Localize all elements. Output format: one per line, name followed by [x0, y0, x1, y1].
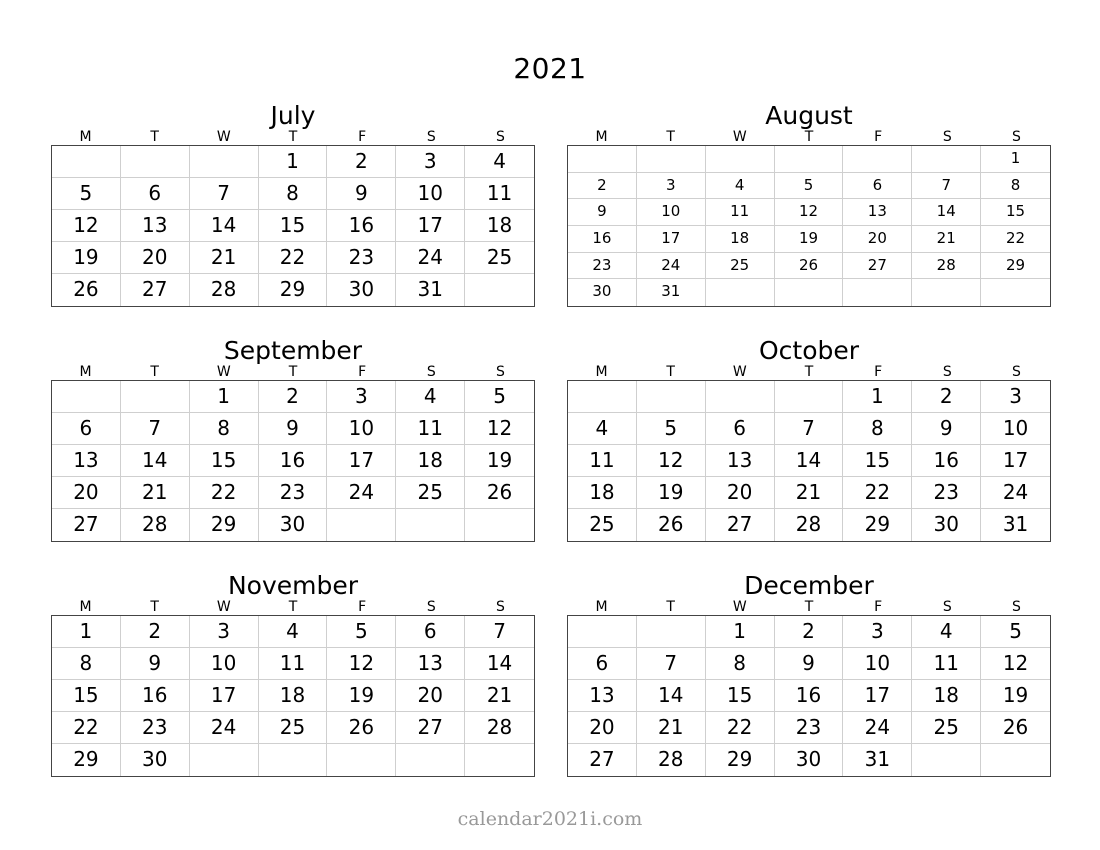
day-cell: 26 [465, 477, 534, 509]
month-name: December [744, 571, 874, 600]
weekday-label: S [1011, 599, 1021, 615]
empty-cell [52, 381, 121, 413]
day-cell: 23 [259, 477, 328, 509]
day-cell: 17 [327, 445, 396, 477]
day-cell: 24 [327, 477, 396, 509]
day-cell: 3 [190, 616, 259, 648]
month-name: September [223, 336, 363, 365]
day-cell: 29 [190, 509, 259, 541]
day-cell: 21 [121, 477, 190, 509]
day-cell: 30 [259, 509, 328, 541]
weekday-header [567, 600, 1051, 615]
day-cell: 1 [259, 146, 328, 178]
day-cell: 31 [1002, 512, 1029, 536]
month-august [567, 101, 1051, 307]
empty-cell [396, 509, 465, 541]
weekday-label: T [666, 364, 675, 380]
day-cell: 17 [981, 445, 1050, 477]
empty-cell [568, 146, 637, 173]
day-cell: 11 [568, 445, 637, 477]
day-cell: 6 [52, 413, 121, 445]
day-cell: 16 [327, 210, 396, 242]
empty-cell [706, 146, 775, 173]
day-cell: 22 [190, 477, 259, 509]
empty-cell [121, 381, 190, 413]
day-cell: 12 [775, 199, 844, 226]
empty-cell [396, 744, 465, 776]
day-cell: 2 [327, 146, 396, 178]
day-cell: 24 [396, 242, 465, 274]
day-cell: 24 [190, 712, 259, 744]
day-cell: 29 [981, 253, 1050, 280]
day-cell: 9 [775, 648, 844, 680]
day-cell: 22 [843, 477, 912, 509]
day-cell: 6 [843, 173, 912, 200]
month-october [567, 336, 1051, 542]
empty-cell [706, 381, 775, 413]
empty-cell [775, 381, 844, 413]
day-cell: 21 [912, 226, 981, 253]
day-cell: 24 [981, 477, 1050, 509]
day-cell: 25 [706, 253, 775, 280]
day-cell: 7 [121, 413, 190, 445]
day-cell: 19 [52, 242, 121, 274]
day-cell: 20 [568, 712, 637, 744]
weekday-label: F [874, 599, 883, 615]
day-cell: 20 [706, 477, 775, 509]
day-cell: 24 [637, 253, 706, 280]
day-grid [567, 615, 1051, 777]
empty-cell [843, 279, 912, 306]
day-cell: 28 [637, 744, 706, 776]
weekday-label: T [804, 364, 814, 380]
day-cell: 23 [775, 712, 844, 744]
day-cell: 13 [396, 648, 465, 680]
day-cell: 15 [259, 210, 328, 242]
day-cell: 13 [706, 445, 775, 477]
weekday-label: T [150, 129, 159, 145]
day-cell: 15 [190, 445, 259, 477]
day-grid [51, 615, 535, 777]
day-cell: 26 [775, 253, 844, 280]
weekday-label: T [150, 364, 159, 380]
day-cell: 11 [706, 199, 775, 226]
weekday-label: M [79, 364, 92, 380]
month-name: October [758, 336, 860, 365]
day-cell: 17 [637, 226, 706, 253]
weekday-label: S [426, 129, 436, 145]
day-cell: 10 [396, 178, 465, 210]
day-cell: 16 [568, 226, 637, 253]
day-cell: 19 [775, 226, 844, 253]
day-cell: 6 [706, 413, 775, 445]
day-cell: 1 [706, 616, 775, 648]
day-cell: 23 [568, 253, 637, 280]
day-cell: 18 [465, 210, 534, 242]
weekday-label: S [1011, 364, 1021, 380]
day-cell: 3 [327, 381, 396, 413]
day-cell: 9 [259, 413, 328, 445]
day-cell: 2 [775, 616, 844, 648]
weekday-label: M [595, 129, 608, 145]
weekday-label: S [495, 129, 505, 145]
day-cell: 6 [121, 178, 190, 210]
day-cell: 11 [912, 648, 981, 680]
weekday-label: S [426, 364, 436, 380]
day-cell: 14 [465, 648, 534, 680]
weekday-label: W [216, 599, 231, 615]
day-cell: 5 [981, 616, 1050, 648]
weekday-header [51, 130, 535, 145]
day-cell: 27 [52, 509, 121, 541]
weekday-label: S [426, 599, 436, 615]
weekday-label: W [732, 364, 747, 380]
day-cell: 2 [259, 381, 328, 413]
day-cell: 12 [327, 648, 396, 680]
day-cell: 26 [327, 712, 396, 744]
weekday-label: T [666, 129, 675, 145]
day-cell: 8 [52, 648, 121, 680]
day-cell: 2 [912, 381, 981, 413]
day-cell: 26 [637, 509, 706, 541]
day-cell: 13 [121, 210, 190, 242]
day-cell: 7 [775, 413, 844, 445]
weekday-label: F [358, 599, 367, 615]
day-cell: 19 [981, 680, 1050, 712]
weekday-label: W [732, 599, 747, 615]
weekday-label: M [79, 129, 92, 145]
day-cell: 27 [121, 274, 190, 306]
day-cell: 23 [912, 477, 981, 509]
weekday-label: M [595, 364, 608, 380]
day-cell: 8 [981, 173, 1050, 200]
day-cell: 30 [327, 274, 396, 306]
day-cell: 29 [259, 274, 328, 306]
weekday-label: S [1011, 129, 1021, 145]
month-september [51, 336, 535, 542]
month-name: November [227, 571, 359, 600]
day-cell: 9 [121, 648, 190, 680]
day-cell: 23 [327, 242, 396, 274]
day-cell: 4 [706, 173, 775, 200]
month-december [567, 571, 1051, 777]
day-cell: 9 [327, 178, 396, 210]
day-cell: 19 [465, 445, 534, 477]
day-cell: 3 [637, 173, 706, 200]
weekday-label: S [942, 129, 952, 145]
day-cell: 14 [912, 199, 981, 226]
weekday-header [567, 130, 1051, 145]
day-cell: 5 [327, 616, 396, 648]
empty-cell [568, 381, 637, 413]
day-cell: 10 [190, 648, 259, 680]
weekday-label: W [732, 129, 747, 145]
day-cell: 20 [52, 477, 121, 509]
empty-cell [190, 744, 259, 776]
day-cell: 5 [637, 413, 706, 445]
day-cell: 30 [912, 509, 981, 541]
empty-cell [190, 146, 259, 178]
day-cell: 14 [775, 445, 844, 477]
day-cell: 28 [121, 509, 190, 541]
day-cell: 6 [568, 648, 637, 680]
day-cell: 25 [259, 712, 328, 744]
empty-cell [637, 146, 706, 173]
day-cell: 18 [706, 226, 775, 253]
day-cell: 19 [327, 680, 396, 712]
day-cell: 29 [52, 744, 121, 776]
day-grid [51, 380, 535, 542]
day-cell: 2 [568, 173, 637, 200]
day-cell: 14 [637, 680, 706, 712]
weekday-header [51, 365, 535, 380]
day-cell: 27 [706, 509, 775, 541]
day-cell: 3 [396, 146, 465, 178]
day-cell: 21 [465, 680, 534, 712]
day-cell: 15 [706, 680, 775, 712]
weekday-header [51, 600, 535, 615]
day-cell: 3 [981, 381, 1050, 413]
day-cell: 16 [259, 445, 328, 477]
day-cell: 27 [396, 712, 465, 744]
day-cell: 5 [465, 381, 534, 413]
day-cell: 17 [190, 680, 259, 712]
day-cell: 13 [568, 680, 637, 712]
day-cell: 9 [568, 199, 637, 226]
footer-website: calendar2021i.com [457, 808, 643, 830]
day-cell: 26 [981, 712, 1050, 744]
day-cell: 21 [775, 477, 844, 509]
weekday-label: T [666, 599, 675, 615]
day-cell: 17 [843, 680, 912, 712]
day-cell: 15 [981, 199, 1050, 226]
day-cell: 28 [190, 274, 259, 306]
day-cell: 22 [706, 712, 775, 744]
day-grid [567, 380, 1051, 542]
empty-cell [465, 744, 534, 776]
day-cell: 13 [843, 199, 912, 226]
day-cell: 12 [52, 210, 121, 242]
day-cell: 16 [912, 445, 981, 477]
empty-cell [259, 744, 328, 776]
day-cell: 19 [637, 477, 706, 509]
weekday-label: T [288, 364, 298, 380]
empty-cell [775, 279, 844, 306]
day-cell: 16 [121, 680, 190, 712]
weekday-label: S [495, 599, 505, 615]
day-grid [51, 145, 535, 307]
weekday-label: S [495, 364, 505, 380]
day-cell: 9 [912, 413, 981, 445]
day-cell: 8 [706, 648, 775, 680]
day-cell: 15 [52, 680, 121, 712]
day-cell: 18 [396, 445, 465, 477]
day-cell: 29 [706, 744, 775, 776]
day-cell: 17 [396, 210, 465, 242]
day-cell: 10 [843, 648, 912, 680]
empty-cell [981, 744, 1050, 776]
day-cell: 25 [465, 242, 534, 274]
weekday-label: M [595, 599, 608, 615]
empty-cell [568, 616, 637, 648]
day-cell: 4 [465, 146, 534, 178]
day-cell: 10 [327, 413, 396, 445]
day-cell: 11 [396, 413, 465, 445]
empty-cell [843, 146, 912, 173]
weekday-label: F [874, 364, 883, 380]
empty-cell [121, 146, 190, 178]
day-cell: 16 [775, 680, 844, 712]
day-cell: 22 [52, 712, 121, 744]
weekday-label: F [358, 129, 367, 145]
day-cell: 30 [121, 744, 190, 776]
day-cell: 1 [190, 381, 259, 413]
weekday-label: W [216, 364, 231, 380]
day-cell: 8 [259, 178, 328, 210]
day-grid [567, 145, 1051, 307]
empty-cell [775, 146, 844, 173]
empty-cell [706, 279, 775, 306]
empty-cell [465, 509, 534, 541]
day-cell: 31 [637, 279, 706, 306]
day-cell: 31 [843, 744, 912, 776]
day-cell: 12 [465, 413, 534, 445]
day-cell: 2 [121, 616, 190, 648]
day-cell: 10 [637, 199, 706, 226]
day-cell: 25 [568, 509, 637, 541]
day-cell: 7 [465, 616, 534, 648]
month-november [51, 571, 535, 777]
day-cell: 22 [259, 242, 328, 274]
day-cell: 7 [637, 648, 706, 680]
day-cell: 30 [568, 279, 637, 306]
day-cell: 7 [912, 173, 981, 200]
day-cell: 5 [775, 173, 844, 200]
day-cell: 6 [396, 616, 465, 648]
weekday-label: F [874, 129, 883, 145]
weekday-label: T [804, 129, 814, 145]
day-cell: 30 [775, 744, 844, 776]
day-cell: 22 [981, 226, 1050, 253]
day-cell: 4 [396, 381, 465, 413]
day-cell: 27 [843, 253, 912, 280]
day-cell: 10 [981, 413, 1050, 445]
calendar-year-title: 2021 [513, 52, 587, 85]
month-name: August [765, 101, 853, 130]
day-cell: 4 [259, 616, 328, 648]
day-cell: 11 [465, 178, 534, 210]
day-cell: 20 [396, 680, 465, 712]
weekday-label: W [216, 129, 231, 145]
empty-cell [465, 274, 534, 306]
day-cell: 25 [912, 712, 981, 744]
weekday-label: T [804, 599, 814, 615]
day-cell: 14 [190, 210, 259, 242]
day-cell: 28 [912, 253, 981, 280]
day-cell: 8 [843, 413, 912, 445]
weekday-header [567, 365, 1051, 380]
empty-cell [637, 381, 706, 413]
day-cell: 13 [52, 445, 121, 477]
empty-cell [327, 509, 396, 541]
day-cell: 4 [568, 413, 637, 445]
day-cell: 4 [912, 616, 981, 648]
day-cell: 23 [121, 712, 190, 744]
weekday-label: T [150, 599, 159, 615]
day-cell: 5 [52, 178, 121, 210]
day-cell: 1 [843, 381, 912, 413]
day-cell: 21 [637, 712, 706, 744]
day-cell: 28 [775, 509, 844, 541]
weekday-label: T [288, 599, 298, 615]
empty-cell [912, 146, 981, 173]
weekday-label: S [942, 599, 952, 615]
weekday-label: M [79, 599, 92, 615]
day-cell: 3 [843, 616, 912, 648]
day-cell: 12 [981, 648, 1050, 680]
day-cell: 18 [259, 680, 328, 712]
day-cell: 7 [190, 178, 259, 210]
day-cell: 1 [981, 146, 1050, 173]
month-name: July [270, 101, 316, 130]
empty-cell [981, 279, 1050, 306]
day-cell: 11 [259, 648, 328, 680]
weekday-label: T [288, 129, 298, 145]
empty-cell [52, 146, 121, 178]
day-cell: 18 [568, 477, 637, 509]
day-cell: 25 [396, 477, 465, 509]
day-cell: 27 [568, 744, 637, 776]
month-july [51, 101, 535, 307]
day-cell: 1 [52, 616, 121, 648]
day-cell: 26 [52, 274, 121, 306]
day-cell: 20 [843, 226, 912, 253]
day-cell: 29 [843, 509, 912, 541]
empty-cell [637, 616, 706, 648]
empty-cell [327, 744, 396, 776]
day-cell: 24 [843, 712, 912, 744]
day-cell: 14 [121, 445, 190, 477]
day-cell: 12 [637, 445, 706, 477]
day-cell: 20 [121, 242, 190, 274]
day-cell: 8 [190, 413, 259, 445]
weekday-label: F [358, 364, 367, 380]
empty-cell [912, 744, 981, 776]
weekday-label: S [942, 364, 952, 380]
day-cell: 31 [396, 274, 465, 306]
day-cell: 15 [843, 445, 912, 477]
day-cell: 21 [190, 242, 259, 274]
empty-cell [912, 279, 981, 306]
day-cell: 28 [465, 712, 534, 744]
day-cell: 18 [912, 680, 981, 712]
